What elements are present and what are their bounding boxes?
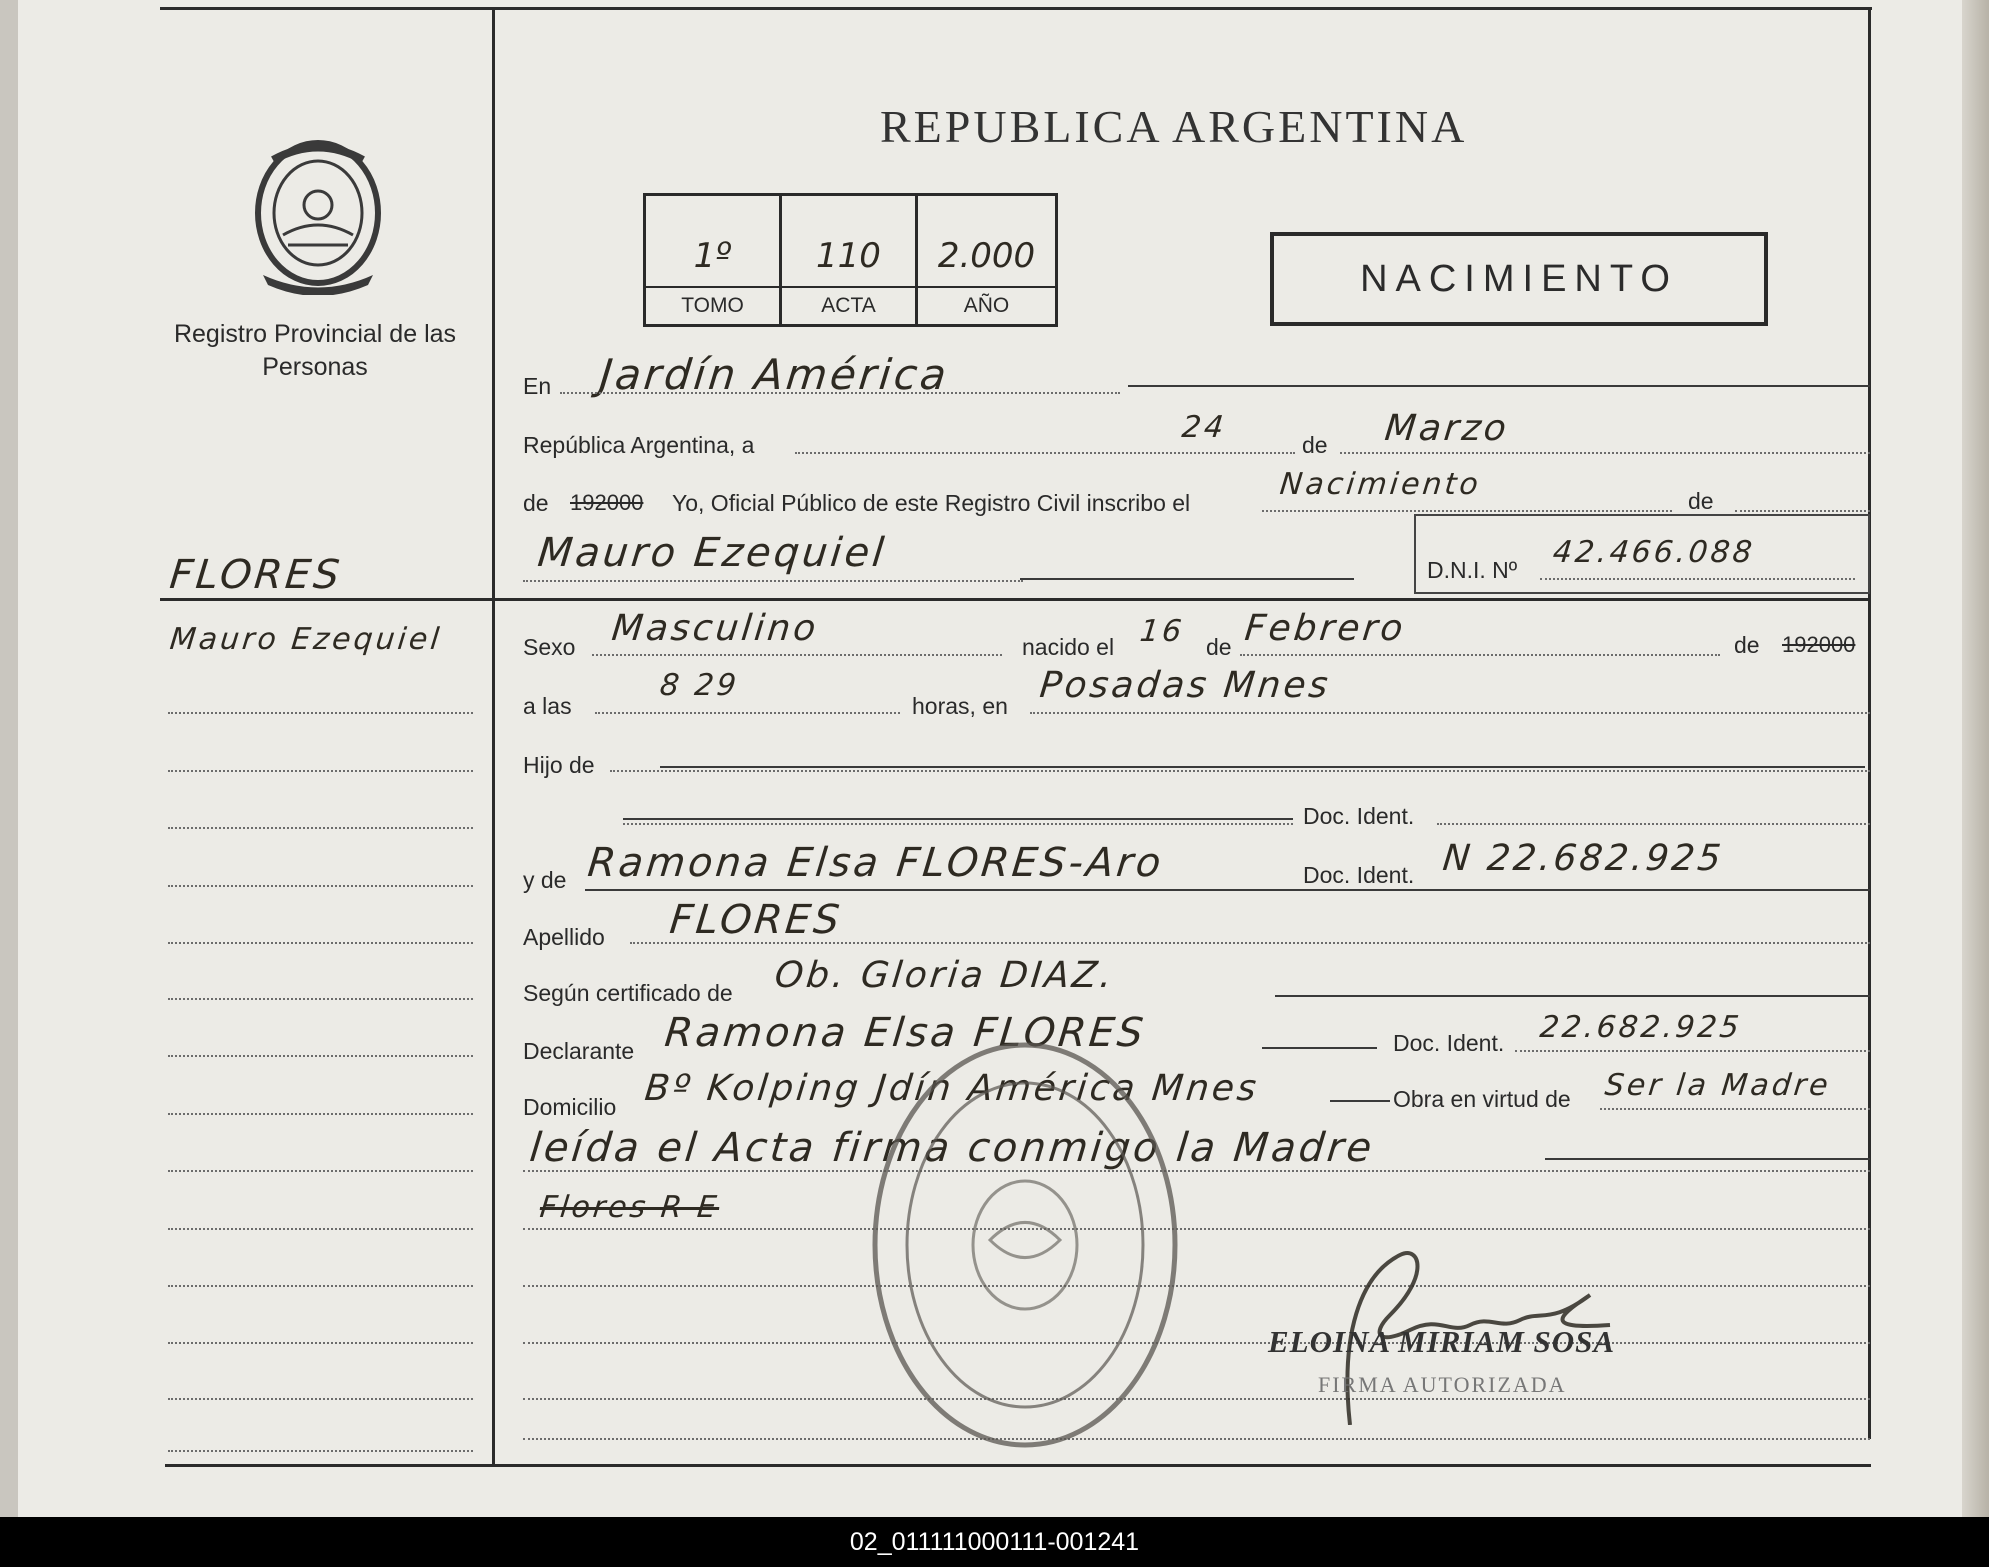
fill-line xyxy=(1275,995,1870,997)
fill-line xyxy=(1340,452,1870,454)
margin-given-names: Mauro Ezequiel xyxy=(168,622,444,657)
certificado-value: Ob. Gloria DIAZ. xyxy=(772,955,1117,996)
register-box xyxy=(643,193,1058,327)
dni-value: 42.466.088 xyxy=(1551,535,1757,570)
apellido-value: FLORES xyxy=(667,897,845,943)
acta-value: 110 xyxy=(816,236,881,276)
margin-line xyxy=(168,1450,473,1452)
hijo-label: Hijo de xyxy=(523,752,595,778)
fill-line xyxy=(623,823,1293,825)
anio-value: 2.000 xyxy=(937,236,1036,276)
tomo-label: TOMO xyxy=(646,286,779,324)
fill-line xyxy=(523,1285,1870,1287)
margin-line xyxy=(168,827,473,829)
fill-line xyxy=(523,1228,1870,1230)
fill-line xyxy=(595,712,900,714)
year-prefix-label: de xyxy=(523,490,549,516)
yo-label: Yo, Oficial Público de este Registro Civil inscribo el xyxy=(672,490,1191,516)
dni-label: D.N.I. Nº xyxy=(1427,557,1518,583)
margin-line xyxy=(168,1170,473,1172)
apellido-label: Apellido xyxy=(523,924,605,950)
domicilio-label: Domicilio xyxy=(523,1094,617,1120)
declarante-label: Declarante xyxy=(523,1038,635,1064)
fill-line xyxy=(610,770,1870,772)
fill-line xyxy=(560,392,1120,394)
y-de-label: y de xyxy=(523,867,567,893)
fill-line xyxy=(523,1398,1870,1400)
birth-year-printed: 192000 xyxy=(1782,632,1856,657)
obra-label: Obra en virtud de xyxy=(1393,1086,1571,1112)
de-label2: de xyxy=(1688,488,1714,514)
tomo-cell xyxy=(646,196,782,324)
domicilio-value: Bº Kolping Jdín América Mnes xyxy=(642,1068,1262,1109)
horas-label: horas, en xyxy=(912,693,1008,719)
margin-line xyxy=(168,1055,473,1057)
document-title: REPUBLICA ARGENTINA xyxy=(880,101,1468,152)
margin-surname: FLORES xyxy=(167,552,345,598)
fill-line xyxy=(630,942,1870,944)
de-label3: de xyxy=(1206,634,1232,660)
mother-signature: Flores R E xyxy=(538,1190,722,1225)
republica-label: República Argentina, a xyxy=(523,432,755,458)
fill-line xyxy=(623,818,1293,820)
registry-label: Registro Provincial de las Personas xyxy=(173,320,457,381)
tomo-value: 1º xyxy=(693,236,732,276)
page-fold-shadow xyxy=(1962,0,1989,1517)
fill-line xyxy=(1515,1050,1870,1052)
document-type-box: NACIMIENTO xyxy=(1270,232,1768,326)
doc-ident-label1: Doc. Ident. xyxy=(1303,803,1415,829)
fill-line xyxy=(660,766,1865,768)
frame-right-line xyxy=(1868,7,1871,1439)
margin-line xyxy=(168,712,473,714)
margin-line xyxy=(168,1342,473,1344)
fill-line xyxy=(1128,385,1870,387)
child-name-value: Mauro Ezequiel xyxy=(535,530,889,576)
fill-line xyxy=(795,452,1295,454)
fill-line xyxy=(585,889,1870,891)
fill-line xyxy=(1540,578,1855,580)
fill-line xyxy=(1262,510,1672,512)
fill-line xyxy=(523,580,1023,582)
fill-line xyxy=(1437,823,1870,825)
birth-month-value: Febrero xyxy=(1242,608,1408,649)
fill-line xyxy=(1330,1100,1390,1102)
fill-line xyxy=(523,1170,1870,1172)
acta-cell xyxy=(782,196,918,324)
province-seal-icon xyxy=(243,135,393,295)
footer-code: 02_011111000111-001241 xyxy=(0,1517,1989,1567)
a-las-label: a las xyxy=(523,693,572,719)
margin-line xyxy=(168,998,473,1000)
declarante-value: Ramona Elsa FLORES xyxy=(662,1010,1149,1056)
hour-value: 8 29 xyxy=(658,668,741,703)
birth-place-value: Posadas Mnes xyxy=(1037,665,1333,706)
signer-role: FIRMA AUTORIZADA xyxy=(1318,1372,1567,1397)
de-label: de xyxy=(1302,432,1328,458)
doc-ident-label3: Doc. Ident. xyxy=(1393,1030,1505,1056)
nacido-label: nacido el xyxy=(1022,634,1115,660)
frame-column-divider xyxy=(492,7,495,1467)
birth-day-value: 16 xyxy=(1138,614,1187,649)
month-value: Marzo xyxy=(1382,408,1511,449)
margin-line xyxy=(168,1285,473,1287)
margin-header-line xyxy=(160,598,495,601)
fill-line xyxy=(1020,578,1354,580)
frame-bottom-line xyxy=(165,1464,1871,1467)
sexo-label: Sexo xyxy=(523,634,576,660)
fill-line xyxy=(1030,712,1870,714)
sexo-value: Masculino xyxy=(609,608,821,649)
fill-line xyxy=(523,1438,1870,1440)
fill-line xyxy=(1600,1108,1870,1110)
body-divider-line xyxy=(495,598,1871,601)
certificado-label: Según certificado de xyxy=(523,980,733,1006)
declarante-doc-value: 22.682.925 xyxy=(1538,1010,1744,1045)
frame-top-line xyxy=(160,7,1872,10)
acta-label: ACTA xyxy=(782,286,915,324)
day-value: 24 xyxy=(1180,410,1229,445)
fill-line xyxy=(1545,1158,1870,1160)
fill-line xyxy=(592,654,1002,656)
doc-ident-label2: Doc. Ident. xyxy=(1303,862,1415,888)
margin-line xyxy=(168,885,473,887)
anio-cell xyxy=(918,196,1055,324)
act-type-value: Nacimiento xyxy=(1278,467,1483,502)
official-stamp-icon xyxy=(865,1035,1185,1455)
margin-line xyxy=(168,1228,473,1230)
mother-value: Ramona Elsa FLORES-Aro xyxy=(585,840,1166,886)
place-value: Jardín América xyxy=(597,350,952,399)
year-printed: 192000 xyxy=(570,490,644,515)
signer-name: ELOINA MIRIAM SOSA xyxy=(1268,1324,1616,1359)
de-label4: de xyxy=(1734,632,1760,658)
margin-line xyxy=(168,942,473,944)
fill-line xyxy=(523,1342,1870,1344)
fill-line xyxy=(1735,510,1870,512)
margin-line xyxy=(168,1398,473,1400)
obra-value: Ser la Madre xyxy=(1603,1068,1833,1103)
en-label: En xyxy=(523,373,552,399)
anio-label: AÑO xyxy=(918,286,1055,324)
margin-line xyxy=(168,1113,473,1115)
margin-line xyxy=(168,770,473,772)
mother-doc-value: N 22.682.925 xyxy=(1440,838,1726,879)
note-value: leída el Acta firma conmigo la Madre xyxy=(527,1125,1377,1171)
fill-line xyxy=(1262,1047,1377,1049)
fill-line xyxy=(1240,654,1720,656)
